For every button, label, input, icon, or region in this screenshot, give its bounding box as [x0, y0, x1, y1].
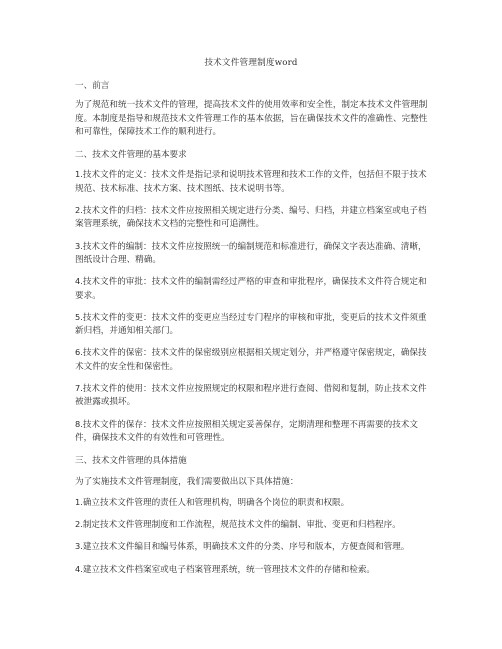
measures-intro: 为了实施技术文件管理制度，我们需要做出以下具体措施：: [75, 476, 299, 487]
list-item: [75, 563, 435, 577]
list-item: [75, 518, 435, 532]
list-item: [75, 168, 435, 196]
item-text: 技术文件的变更：技术文件的变更应当经过专门程序的审核和审批，变更后的技术文件须重新归档，并通知相关部门。: [75, 312, 427, 337]
item-text: 建立技术文件编目和编号体系，明确技术文件的分类、序号和版本，方便查阅和管理。: [82, 542, 410, 553]
item-text: 技术文件的编制：技术文件应按照统一的编制规范和标准进行，确保文字表达准确、清晰，图纸设计合理、精确。: [75, 241, 427, 265]
item-number: 3.: [75, 541, 83, 552]
list-item: [75, 275, 435, 303]
item-number: 7.: [75, 383, 83, 394]
list-item: [75, 311, 435, 339]
item-number: 6.: [75, 347, 83, 358]
item-text: 技术文件的审批：技术文件的编制需经过严格的审查和审批程序，确保技术文件符合规定和要求。: [75, 277, 427, 301]
list-item: [75, 382, 435, 410]
item-text: 技术文件的保密：技术文件的保密级别应根据相关规定划分，并严格遵守保密规定，确保技术文件的安全性和保密性。: [75, 348, 427, 372]
list-item: [75, 240, 435, 268]
item-number: 2.: [75, 205, 83, 216]
document-title: 技术文件管理制度word: [204, 58, 298, 68]
list-item: [75, 496, 435, 510]
item-text: 制定技术文件管理制度和工作流程，规范技术文件的编制、审批、变更和归档程序。: [82, 520, 401, 531]
item-text: 技术文件的定义：技术文件是指记录和说明技术管理和技术工作的文件，包括但不限于技术规范、技术标准、技术方案、技术图纸、技术说明书等。: [75, 170, 427, 194]
item-text: 技术文件的保存：技术文件应按照相关规定妥善保存，定期清理和整理不再需要的技术文件，确保技术文件的有效性和可管理性。: [75, 419, 418, 443]
section-heading-specific-measures: 三、技术文件管理的具体措施: [75, 456, 187, 467]
item-number: 3.: [75, 240, 83, 251]
list-item: [75, 346, 435, 374]
section-heading-basic-requirements: 二、技术文件管理的基本要求: [75, 150, 187, 161]
item-number: 5.: [75, 311, 83, 322]
item-text: 建立技术文件档案室或电子档案管理系统，统一管理技术文件的存储和检索。: [82, 564, 376, 575]
list-item: [75, 204, 435, 232]
list-item: [75, 418, 435, 446]
preface-paragraph: 为了规范和统一技术文件的管理，提高技术文件的使用效率和安全性，制定本技术文件管理制度。本制度是指导和规范技术文件管理工作的基本依据，旨在确保技术文件的准确性、完整性和可靠性，保障技术工作的顺利进行。: [75, 100, 428, 137]
item-text: 技术文件的归档：技术文件应按照相关规定进行分类、编号、归档，并建立档案室或电子档案管理系统，确保技术文档的完整性和可追溯性。: [75, 206, 427, 230]
item-number: 4.: [75, 276, 83, 287]
item-number: 1.: [75, 169, 83, 180]
item-text: 确立技术文件管理的责任人和管理机构，明确各个岗位的职责和权限。: [82, 497, 350, 508]
item-text: 技术文件的使用：技术文件应按照规定的权限和程序进行查阅、借阅和复制，防止技术文件被泄露或损坏。: [75, 384, 427, 408]
list-item: [75, 540, 435, 554]
document-body: [75, 80, 435, 585]
item-number: 2.: [75, 519, 83, 530]
item-number: 1.: [75, 496, 83, 507]
item-number: 8.: [75, 418, 83, 429]
item-number: 4.: [75, 563, 83, 574]
section-heading-preface: 一、前言: [75, 81, 110, 91]
